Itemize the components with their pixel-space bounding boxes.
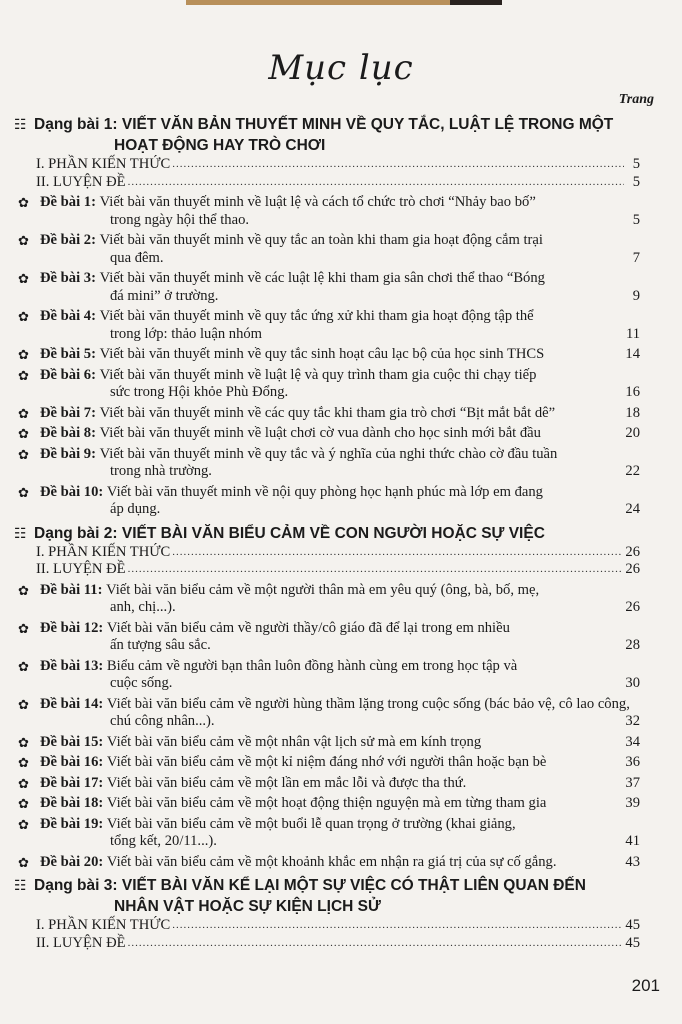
- toc-item-line1: [40, 446, 640, 464]
- page-ref: 24: [625, 501, 640, 517]
- item-text-line1: Viết bài văn biểu cảm về một nhân vật lịch sử mà em kính trọng: [106, 733, 482, 750]
- toc-item-line1: [40, 270, 640, 288]
- toc-item-line2: [40, 637, 640, 655]
- toc-item[interactable]: [14, 582, 640, 617]
- toc-item-line2: [40, 288, 640, 306]
- item-label: Đề bài 6:: [40, 366, 96, 383]
- page-ref: 43: [625, 853, 640, 870]
- page-ref: 37: [625, 774, 640, 791]
- toc-item-body: [40, 425, 640, 443]
- part-label: I. PHẦN KIẾN THỨC: [36, 917, 171, 933]
- item-label: Đề bài 16:: [40, 754, 104, 770]
- toc-item-line1: [40, 775, 640, 793]
- item-label: Đề bài 19:: [40, 815, 104, 832]
- item-text-line2: anh, chị...).: [110, 599, 176, 615]
- toc-item[interactable]: [14, 754, 640, 772]
- page-ref: 36: [625, 754, 640, 770]
- page-ref: 18: [625, 404, 640, 421]
- toc-item-body: [40, 754, 640, 772]
- item-label: Đề bài 20:: [40, 853, 104, 870]
- page-ref: 22: [625, 463, 640, 479]
- item-text-line2: tổng kết, 20/11...).: [110, 833, 217, 849]
- section-title-line1: VIẾT BÀI VĂN KỂ LẠI MỘT SỰ VIỆC CÓ THẬT LIÊN QUAN ĐẾN: [121, 877, 586, 894]
- toc-item-line1: [40, 854, 640, 872]
- section-title-line2: NHÂN VẬT HOẶC SỰ KIỆN LỊCH SỬ: [114, 898, 381, 915]
- dot-leader: [172, 544, 623, 562]
- item-text-line2: trong ngày hội thể thao.: [110, 211, 250, 228]
- section-title-line1: VIẾT BÀI VĂN BIỂU CẢM VỀ CON NGƯỜI HOẶC SỰ VIỆC: [121, 524, 545, 542]
- flower-bullet-icon: ✿: [18, 347, 29, 362]
- page-ref: 20: [625, 425, 640, 441]
- item-label: Đề bài 13:: [40, 657, 104, 674]
- toc-part-row[interactable]: [14, 917, 640, 935]
- page-column-header: Trang: [618, 92, 654, 107]
- flower-bullet-icon: ✿: [18, 446, 29, 462]
- page-ref: 41: [625, 833, 640, 849]
- item-label: Đề bài 3:: [40, 270, 96, 286]
- flower-bullet-icon: ✿: [18, 405, 29, 421]
- item-text-line1: Viết bài văn biểu cảm về một người thân mà em yêu quý (ông, bà, bố, mẹ,: [106, 581, 540, 598]
- toc-item-body: [40, 270, 640, 305]
- section-label: Dạng bài 1:: [34, 116, 118, 133]
- toc-item-line1: [40, 816, 640, 834]
- section-label: Dạng bài 3:: [34, 877, 118, 894]
- toc-item-line2: [40, 212, 640, 230]
- page-ref: 45: [625, 934, 640, 951]
- toc-item-line2: [40, 833, 640, 851]
- toc-item[interactable]: [14, 446, 640, 481]
- section-title-line1: VIẾT VĂN BẢN THUYẾT MINH VỀ QUY TẮC, LUẬT LỆ TRONG MỘT: [121, 116, 614, 133]
- toc-item[interactable]: [14, 620, 640, 655]
- page-ref: 9: [632, 287, 640, 304]
- page-ref: 5: [632, 156, 640, 172]
- section-title: [34, 875, 640, 917]
- toc-item-body: [40, 620, 640, 655]
- page-ref: 7: [632, 249, 640, 266]
- flower-bullet-icon: ✿: [18, 775, 29, 791]
- item-text-line1: Viết bài văn thuyết minh về các quy tắc khi tham gia trò chơi “Bịt mắt bắt dê”: [99, 404, 556, 421]
- flower-bullet-icon: ✿: [18, 195, 29, 210]
- toc-item-line1: [40, 658, 640, 676]
- flower-bullet-icon: ✿: [18, 484, 29, 500]
- section-title: [34, 523, 640, 544]
- item-label: Đề bài 17:: [40, 774, 104, 791]
- flower-bullet-icon: ✿: [18, 796, 29, 811]
- flower-bullet-icon: ✿: [18, 854, 29, 870]
- toc-item-line1: [40, 795, 640, 813]
- toc-item[interactable]: [14, 367, 640, 402]
- toc-item-line1: [40, 405, 640, 423]
- toc-item-line2: [40, 675, 640, 693]
- book-icon: ☷: [14, 524, 27, 541]
- item-text-line1: Viết bài văn thuyết minh về quy tắc an toàn khi tham gia hoạt động cắm trại: [99, 232, 543, 248]
- toc-item[interactable]: [14, 346, 640, 364]
- item-text-line2: qua đêm.: [110, 249, 164, 266]
- section-heading: [14, 523, 640, 544]
- toc-item-body: [40, 484, 640, 519]
- toc-part-row[interactable]: [14, 935, 640, 953]
- toc-item-body: [40, 696, 640, 731]
- toc-item[interactable]: [14, 308, 640, 343]
- toc-item-line1: [40, 754, 640, 772]
- page-ref: 30: [625, 675, 640, 691]
- section-title: [34, 114, 640, 156]
- toc-item-line1: [40, 425, 640, 443]
- page-ref: 39: [625, 795, 640, 811]
- part-label: II. LUYỆN ĐỀ: [36, 173, 126, 190]
- toc-item-body: [40, 854, 640, 872]
- item-text-line1: Viết bài văn biểu cảm về một khoảnh khắc em nhận ra giá trị của sự cố gắng.: [106, 853, 557, 870]
- item-text-line1: Viết bài văn biểu cảm về một lần em mắc lỗi và được tha thứ.: [106, 774, 467, 791]
- toc-part-row[interactable]: [14, 156, 640, 174]
- dot-leader: [172, 917, 623, 935]
- flower-bullet-icon: ✿: [18, 620, 29, 636]
- flower-bullet-icon: ✿: [18, 696, 29, 712]
- toc-item[interactable]: [14, 270, 640, 305]
- item-text-line2: sức trong Hội khỏe Phù Đổng.: [110, 384, 289, 400]
- toc-item-line1: [40, 308, 640, 326]
- item-text-line1: Viết bài văn thuyết minh về luật lệ và cách tổ chức trò chơi “Nhảy bao bố”: [99, 194, 536, 210]
- item-label: Đề bài 4:: [40, 308, 96, 324]
- part-label: II. LUYỆN ĐỀ: [36, 934, 126, 951]
- page-ref: 26: [625, 561, 640, 577]
- toc-item[interactable]: [14, 484, 640, 519]
- toc-item-line1: [40, 232, 640, 250]
- toc-item-body: [40, 346, 640, 364]
- table-of-contents: [14, 110, 640, 952]
- book-icon: ☷: [14, 116, 27, 132]
- toc-item-body: [40, 232, 640, 267]
- toc-item-body: [40, 582, 640, 617]
- toc-item-body: [40, 405, 640, 423]
- item-text-line1: Viết bài văn thuyết minh về các luật lệ khi tham gia sân chơi thể thao “Bóng: [99, 270, 545, 286]
- toc-item[interactable]: [14, 405, 640, 423]
- item-text-line2: chú công nhân...).: [110, 713, 215, 729]
- dot-leader: [172, 156, 624, 174]
- page-title: Mục lục: [268, 48, 414, 88]
- item-text-line1: Viết bài văn biểu cảm về người thầy/cô giáo đã để lại trong em nhiều: [106, 619, 510, 636]
- book-icon: ☷: [14, 877, 27, 893]
- toc-item-body: [40, 446, 640, 481]
- toc-item[interactable]: [14, 232, 640, 267]
- flower-bullet-icon: ✿: [18, 582, 29, 598]
- dot-leader: [128, 561, 624, 579]
- toc-item-body: [40, 795, 640, 813]
- toc-item-body: [40, 775, 640, 793]
- dot-leader: [128, 935, 624, 953]
- flower-bullet-icon: ✿: [18, 658, 29, 674]
- page-number: 201: [631, 976, 660, 995]
- section-heading: [14, 114, 640, 156]
- toc-item-line1: [40, 194, 640, 212]
- dot-leader: [128, 174, 624, 192]
- toc-item-line1: [40, 734, 640, 752]
- flower-bullet-icon: ✿: [18, 734, 29, 750]
- toc-item-body: [40, 194, 640, 229]
- toc-item-line1: [40, 367, 640, 385]
- page-ref: 5: [632, 211, 640, 228]
- item-label: Đề bài 5:: [40, 346, 96, 362]
- toc-item[interactable]: [14, 795, 640, 813]
- toc-item[interactable]: [14, 194, 640, 229]
- toc-part-row[interactable]: [14, 174, 640, 192]
- section-title-line2: HOẠT ĐỘNG HAY TRÒ CHƠI: [114, 137, 326, 154]
- item-text-line2: đá mini” ở trường.: [110, 287, 219, 304]
- flower-bullet-icon: ✿: [18, 367, 29, 383]
- item-label: Đề bài 14:: [40, 695, 104, 712]
- flower-bullet-icon: ✿: [18, 816, 29, 832]
- item-text-line2: cuộc sống.: [110, 675, 173, 691]
- toc-item[interactable]: [14, 775, 640, 793]
- item-label: Đề bài 8:: [40, 425, 96, 441]
- toc-item-line1: [40, 696, 640, 714]
- toc-item[interactable]: [14, 734, 640, 752]
- item-text-line2: ấn tượng sâu sắc.: [110, 637, 211, 653]
- toc-item-line2: [40, 250, 640, 268]
- toc-item-line2: [40, 501, 640, 519]
- toc-item[interactable]: [14, 816, 640, 851]
- toc-item-line1: [40, 484, 640, 502]
- toc-item-line1: [40, 582, 640, 600]
- item-label: Đề bài 15:: [40, 733, 104, 750]
- toc-item[interactable]: [14, 854, 640, 872]
- page-ref: 45: [625, 917, 640, 933]
- page-ref: 16: [625, 384, 640, 400]
- toc-item-line2: [40, 384, 640, 402]
- toc-item-line2: [40, 599, 640, 617]
- item-text-line1: Viết bài văn biểu cảm về người hùng thầm lặng trong cuộc sống (bác bảo vệ, cô lao công,: [106, 695, 630, 712]
- section-label: Dạng bài 2:: [34, 524, 118, 542]
- flower-bullet-icon: ✿: [18, 426, 29, 441]
- page-ref: 14: [625, 346, 640, 362]
- item-text-line2: trong nhà trường.: [110, 463, 212, 479]
- item-label: Đề bài 12:: [40, 619, 104, 636]
- flower-bullet-icon: ✿: [18, 309, 29, 324]
- flower-bullet-icon: ✿: [18, 271, 29, 286]
- item-text-line1: Viết bài văn thuyết minh về nội quy phòng học hạnh phúc mà lớp em đang: [106, 483, 543, 500]
- item-label: Đề bài 9:: [40, 445, 96, 462]
- toc-item-body: [40, 308, 640, 343]
- item-label: Đề bài 2:: [40, 232, 96, 248]
- toc-item-line2: [40, 713, 640, 731]
- item-text-line1: Biểu cảm về người bạn thân luôn đồng hành cùng em trong học tập và: [106, 657, 518, 674]
- top-edge-dark-strip: [450, 0, 502, 5]
- item-text-line1: Viết bài văn thuyết minh về quy tắc ứng xử khi tham gia hoạt động tập thể: [99, 308, 534, 324]
- toc-item-line1: [40, 620, 640, 638]
- page-ref: 5: [632, 173, 640, 190]
- toc-item-line2: [40, 326, 640, 344]
- toc-item-body: [40, 658, 640, 693]
- toc-item-body: [40, 367, 640, 402]
- page-ref: 34: [625, 733, 640, 750]
- part-label: I. PHẦN KIẾN THỨC: [36, 543, 171, 560]
- item-text-line1: Viết bài văn biểu cảm về một hoạt động thiện nguyện mà em từng tham gia: [106, 795, 547, 811]
- toc-item[interactable]: [14, 425, 640, 443]
- part-label: I. PHẦN KIẾN THỨC: [36, 156, 171, 172]
- item-text-line1: Viết bài văn biểu cảm về một kỉ niệm đáng nhớ với người thân hoặc bạn bè: [106, 754, 547, 770]
- item-text-line2: áp dụng.: [110, 501, 161, 517]
- item-text-line1: Viết bài văn biểu cảm về một buổi lễ quan trọng ở trường (khai giảng,: [106, 815, 516, 832]
- toc-item-line2: [40, 463, 640, 481]
- toc-item-body: [40, 734, 640, 752]
- page-ref: 26: [625, 599, 640, 615]
- toc-item-line1: [40, 346, 640, 364]
- item-label: Đề bài 7:: [40, 404, 96, 421]
- item-text-line1: Viết bài văn thuyết minh về quy tắc và ý nghĩa của nghi thức chào cờ đầu tuần: [99, 445, 558, 462]
- item-label: Đề bài 1:: [40, 194, 96, 210]
- toc-item[interactable]: [14, 658, 640, 693]
- flower-bullet-icon: ✿: [18, 233, 29, 248]
- item-text-line1: Viết bài văn thuyết minh về luật chơi cờ vua dành cho học sinh mới bắt đầu: [99, 425, 541, 441]
- item-text-line2: trong lớp: thảo luận nhóm: [110, 325, 263, 342]
- toc-item[interactable]: [14, 696, 640, 731]
- toc-item-body: [40, 816, 640, 851]
- item-label: Đề bài 11:: [40, 581, 103, 598]
- part-label: II. LUYỆN ĐỀ: [36, 561, 126, 577]
- item-label: Đề bài 18:: [40, 795, 104, 811]
- page-ref: 32: [625, 713, 640, 729]
- page-ref: 26: [625, 543, 640, 560]
- toc-part-row[interactable]: [14, 561, 640, 579]
- item-text-line1: Viết bài văn thuyết minh về quy tắc sinh hoạt câu lạc bộ của học sinh THCS: [99, 346, 545, 362]
- section-heading: [14, 875, 640, 917]
- page-ref: 11: [625, 325, 640, 342]
- flower-bullet-icon: ✿: [18, 755, 29, 770]
- toc-part-row[interactable]: [14, 544, 640, 562]
- page-ref: 28: [625, 637, 640, 653]
- item-text-line1: Viết bài văn thuyết minh về luật lệ và quy trình tham gia cuộc thi chạy tiếp: [99, 366, 537, 383]
- item-label: Đề bài 10:: [40, 483, 104, 500]
